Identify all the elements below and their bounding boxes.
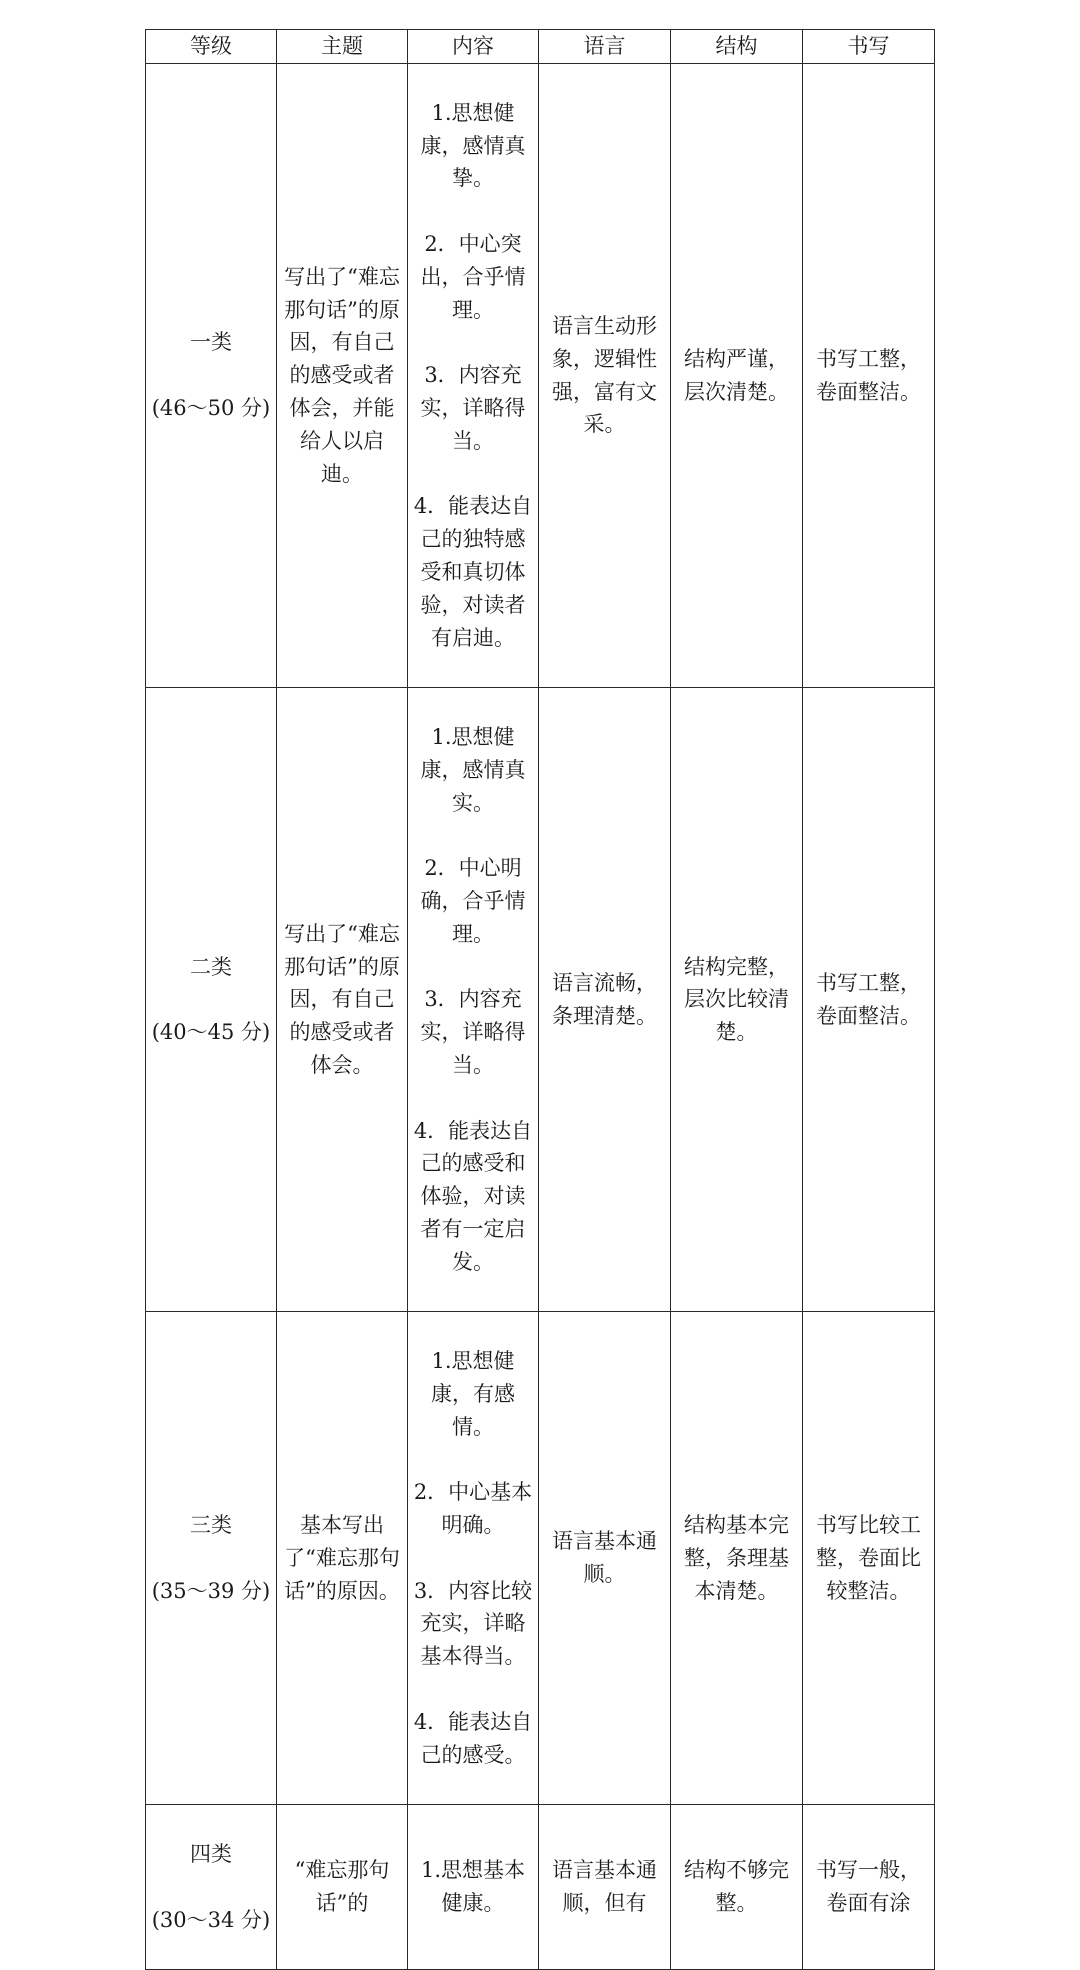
content-item: 2．中心基本明确。 xyxy=(413,1480,533,1538)
level-score: (40～45 分) xyxy=(151,1020,271,1045)
content-cell xyxy=(408,688,539,1312)
structure-cell: 结构不够完整。 xyxy=(671,1805,803,1970)
level-name: 二类 xyxy=(190,954,232,979)
level-score: (35～39 分) xyxy=(151,1578,271,1603)
theme-cell: 基本写出了“难忘那句话”的原因。 xyxy=(277,1312,408,1805)
content-item: 1.思想健康，感情真挚。 xyxy=(420,100,526,191)
level-cell xyxy=(146,1805,277,1970)
level-cell xyxy=(146,1312,277,1805)
language-cell: 语言生动形象，逻辑性强，富有文采。 xyxy=(539,64,671,688)
table-row xyxy=(146,1312,935,1805)
content-item: 3．内容充实，详略得当。 xyxy=(420,363,526,453)
header-structure: 结构 xyxy=(671,30,803,64)
content-cell xyxy=(408,64,539,688)
header-writing: 书写 xyxy=(803,30,935,64)
structure-cell: 结构严谨，层次清楚。 xyxy=(671,64,803,688)
writing-cell: 书写工整，卷面整洁。 xyxy=(803,64,935,688)
content-item: 4．能表达自己的感受和体验，对读者有一定启发。 xyxy=(413,1118,533,1274)
structure-cell: 结构基本完整，条理基本清楚。 xyxy=(671,1312,803,1805)
content-cell xyxy=(408,1312,539,1805)
table-row xyxy=(146,688,935,1312)
header-level: 等级 xyxy=(146,30,277,64)
writing-cell: 书写工整，卷面整洁。 xyxy=(803,688,935,1312)
language-cell: 语言流畅，条理清楚。 xyxy=(539,688,671,1312)
content-item: 4．能表达自己的感受。 xyxy=(413,1709,533,1767)
content-item: 1.思想健康，感情真实。 xyxy=(420,724,526,815)
table-row xyxy=(146,1805,935,1970)
level-cell xyxy=(146,688,277,1312)
level-name: 三类 xyxy=(190,1513,232,1538)
content-item: 2．中心突出，合乎情理。 xyxy=(420,231,526,322)
content-item: 1.思想健康，有感情。 xyxy=(431,1349,515,1439)
level-name: 四类 xyxy=(190,1842,232,1867)
content-item: 3．内容比较充实，详略基本得当。 xyxy=(413,1578,533,1669)
structure-cell: 结构完整，层次比较清楚。 xyxy=(671,688,803,1312)
level-score: (30～34 分) xyxy=(151,1907,271,1932)
header-language: 语言 xyxy=(539,30,671,64)
content-cell xyxy=(408,1805,539,1970)
theme-cell: 写出了“难忘那句话”的原因，有自己的感受或者体会，并能给人以启迪。 xyxy=(277,64,408,688)
content-item: 4．能表达自己的独特感受和真切体验，对读者有启迪。 xyxy=(413,494,533,650)
content-item: 2．中心明确，合乎情理。 xyxy=(420,856,526,946)
theme-cell: 写出了“难忘那句话”的原因，有自己的感受或者体会。 xyxy=(277,688,408,1312)
level-name: 一类 xyxy=(190,330,232,355)
content-item: 1.思想基本健康。 xyxy=(420,1858,526,1916)
header-content: 内容 xyxy=(408,30,539,64)
writing-cell: 书写比较工整，卷面比较整洁。 xyxy=(803,1312,935,1805)
table-row xyxy=(146,64,935,688)
content-item: 3．内容充实，详略得当。 xyxy=(420,987,526,1077)
language-cell: 语言基本通顺。 xyxy=(539,1312,671,1805)
level-cell xyxy=(146,64,277,688)
language-cell: 语言基本通顺，但有 xyxy=(539,1805,671,1970)
writing-cell: 书写一般，卷面有涂 xyxy=(803,1805,935,1970)
theme-cell: “难忘那句话”的 xyxy=(277,1805,408,1970)
grading-table xyxy=(145,29,935,1970)
level-score: (46～50 分) xyxy=(151,395,271,420)
header-theme: 主题 xyxy=(277,30,408,64)
header-row xyxy=(146,30,935,64)
